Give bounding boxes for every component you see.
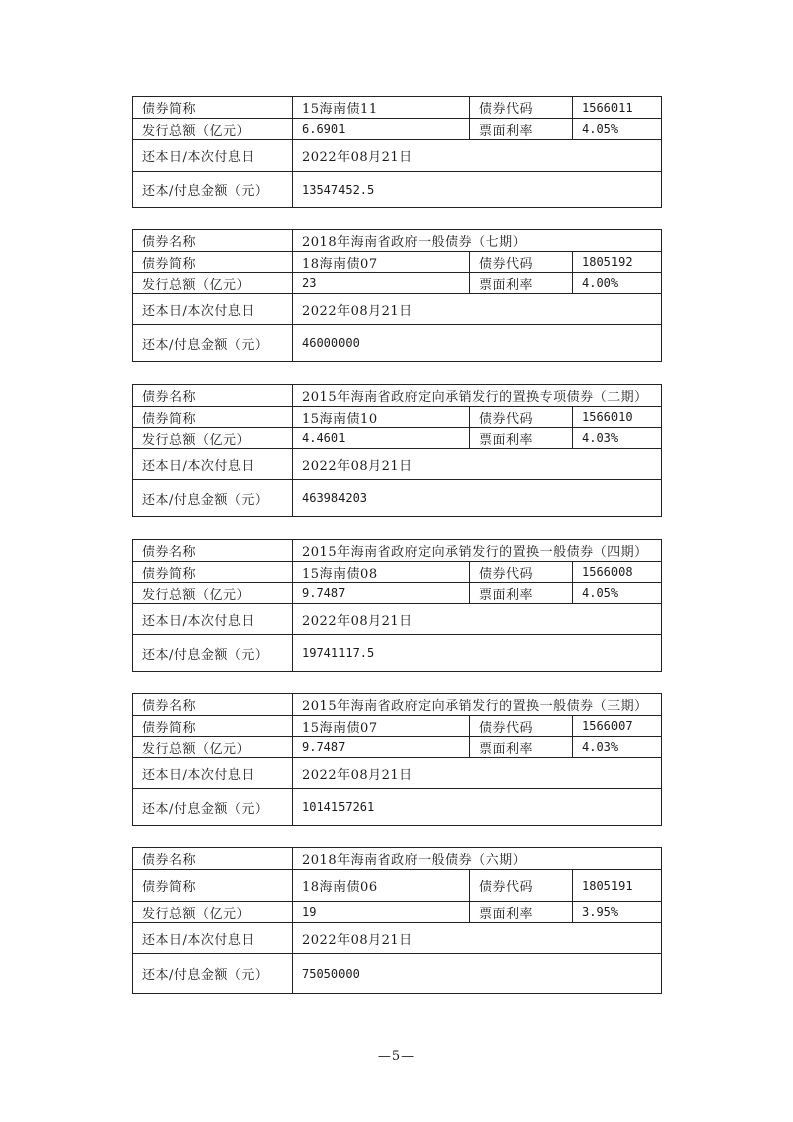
short-name-value: 15海南债08 <box>293 562 470 582</box>
name-row <box>133 848 661 869</box>
bond-table-3 <box>132 384 662 517</box>
payment-value: 463984203 <box>302 491 368 505</box>
date-row <box>133 139 661 171</box>
rate-value: 4.03% <box>582 740 619 754</box>
name-value: 2018年海南省政府一般债券（七期） <box>302 235 527 250</box>
date-label: 还本日/本次付息日 <box>133 449 293 479</box>
short-name-label: 债券简称 <box>133 252 293 272</box>
amount-label: 发行总额（亿元） <box>133 902 293 922</box>
amount-row <box>133 736 661 757</box>
rate-label: 票面利率 <box>470 119 573 139</box>
rate-value: 4.05% <box>582 586 619 600</box>
date-value: 2022年08月21日 <box>302 150 413 165</box>
amount-value: 23 <box>293 273 470 293</box>
amount-label: 发行总额（亿元） <box>133 583 293 603</box>
name-row <box>133 694 661 715</box>
amount-label: 发行总额（亿元） <box>133 428 293 448</box>
name-label: 债券名称 <box>133 385 293 406</box>
payment-value: 46000000 <box>302 336 360 350</box>
short-name-row <box>133 715 661 736</box>
short-name-row <box>133 869 661 901</box>
rate-label: 票面利率 <box>470 273 573 293</box>
name-value: 2018年海南省政府一般债券（六期） <box>302 853 527 868</box>
payment-value: 75050000 <box>302 966 360 981</box>
date-label: 还本日/本次付息日 <box>133 758 293 788</box>
date-label: 还本日/本次付息日 <box>133 923 293 953</box>
code-label: 债券代码 <box>470 407 573 427</box>
short-name-row <box>133 561 661 582</box>
rate-value: 4.03% <box>582 431 619 445</box>
code-value: 1566010 <box>582 410 633 424</box>
date-value: 2022年08月21日 <box>302 303 413 319</box>
code-value: 1805192 <box>582 255 633 269</box>
code-label: 债券代码 <box>470 97 573 118</box>
date-label: 还本日/本次付息日 <box>133 604 293 634</box>
rate-label: 票面利率 <box>470 737 573 757</box>
code-value: 1566008 <box>582 565 633 579</box>
short-name-row <box>133 406 661 427</box>
short-name-label: 债券简称 <box>133 562 293 582</box>
payment-label: 还本/付息金额（元） <box>133 789 293 825</box>
date-value: 2022年08月21日 <box>302 458 413 474</box>
amount-row <box>133 118 661 139</box>
amount-row <box>133 901 661 922</box>
name-label: 债券名称 <box>133 848 293 869</box>
amount-value: 9.7487 <box>293 737 470 757</box>
name-value: 2015年海南省政府定向承销发行的置换专项债券（二期） <box>302 390 648 405</box>
short-name-row <box>133 97 661 118</box>
date-value: 2022年08月21日 <box>302 767 413 783</box>
code-value: 1566011 <box>582 100 633 115</box>
amount-label: 发行总额（亿元） <box>133 119 293 139</box>
rate-label: 票面利率 <box>470 583 573 603</box>
name-label: 债券名称 <box>133 540 293 561</box>
payment-label: 还本/付息金额（元） <box>133 325 293 361</box>
payment-label: 还本/付息金额（元） <box>133 954 293 993</box>
short-name-label: 债券简称 <box>133 407 293 427</box>
bond-table-5 <box>132 693 662 826</box>
payment-row <box>133 479 661 516</box>
amount-row <box>133 582 661 603</box>
payment-value: 1014157261 <box>302 800 375 814</box>
date-row <box>133 448 661 479</box>
name-value: 2015年海南省政府定向承销发行的置换一般债券（三期） <box>302 699 648 714</box>
date-row <box>133 922 661 953</box>
code-label: 债券代码 <box>470 870 573 901</box>
rate-value: 3.95% <box>582 905 619 919</box>
amount-value: 6.6901 <box>293 119 470 139</box>
payment-label: 还本/付息金额（元） <box>133 480 293 516</box>
payment-label: 还本/付息金额（元） <box>133 172 293 207</box>
date-label: 还本日/本次付息日 <box>133 294 293 324</box>
bond-table-2 <box>132 229 662 362</box>
name-row <box>133 385 661 406</box>
rate-label: 票面利率 <box>470 902 573 922</box>
code-value: 1805191 <box>582 878 633 893</box>
bond-table-1 <box>132 96 662 208</box>
amount-row <box>133 272 661 293</box>
name-row <box>133 540 661 561</box>
date-value: 2022年08月21日 <box>302 932 413 948</box>
payment-label: 还本/付息金额（元） <box>133 635 293 671</box>
short-name-label: 债券简称 <box>133 97 293 118</box>
short-name-label: 债券简称 <box>133 870 293 901</box>
amount-value: 4.4601 <box>293 428 470 448</box>
code-value: 1566007 <box>582 719 633 733</box>
name-label: 债券名称 <box>133 694 293 715</box>
payment-row <box>133 324 661 361</box>
date-row <box>133 757 661 788</box>
name-value: 2015年海南省政府定向承销发行的置换一般债券（四期） <box>302 545 648 560</box>
name-row <box>133 230 661 251</box>
bond-table-4 <box>132 539 662 672</box>
payment-value: 19741117.5 <box>302 646 375 660</box>
short-name-value: 15海南债11 <box>293 97 470 118</box>
code-label: 债券代码 <box>470 716 573 736</box>
rate-value: 4.00% <box>582 276 619 290</box>
short-name-value: 18海南债07 <box>293 252 470 272</box>
payment-row <box>133 634 661 671</box>
amount-row <box>133 427 661 448</box>
short-name-value: 18海南债06 <box>293 870 470 901</box>
payment-row <box>133 788 661 825</box>
code-label: 债券代码 <box>470 562 573 582</box>
date-label: 还本日/本次付息日 <box>133 140 293 171</box>
payment-row <box>133 953 661 993</box>
amount-label: 发行总额（亿元） <box>133 273 293 293</box>
amount-label: 发行总额（亿元） <box>133 737 293 757</box>
date-row <box>133 603 661 634</box>
date-row <box>133 293 661 324</box>
name-label: 债券名称 <box>133 230 293 251</box>
amount-value: 9.7487 <box>293 583 470 603</box>
payment-value: 13547452.5 <box>302 182 375 197</box>
rate-label: 票面利率 <box>470 428 573 448</box>
page-number: —5— <box>377 1049 416 1064</box>
bond-table-6 <box>132 847 662 994</box>
short-name-value: 15海南债10 <box>293 407 470 427</box>
short-name-value: 15海南债07 <box>293 716 470 736</box>
short-name-row <box>133 251 661 272</box>
code-label: 债券代码 <box>470 252 573 272</box>
date-value: 2022年08月21日 <box>302 613 413 629</box>
amount-value: 19 <box>293 902 470 922</box>
payment-row <box>133 171 661 207</box>
short-name-label: 债券简称 <box>133 716 293 736</box>
rate-value: 4.05% <box>582 122 619 136</box>
